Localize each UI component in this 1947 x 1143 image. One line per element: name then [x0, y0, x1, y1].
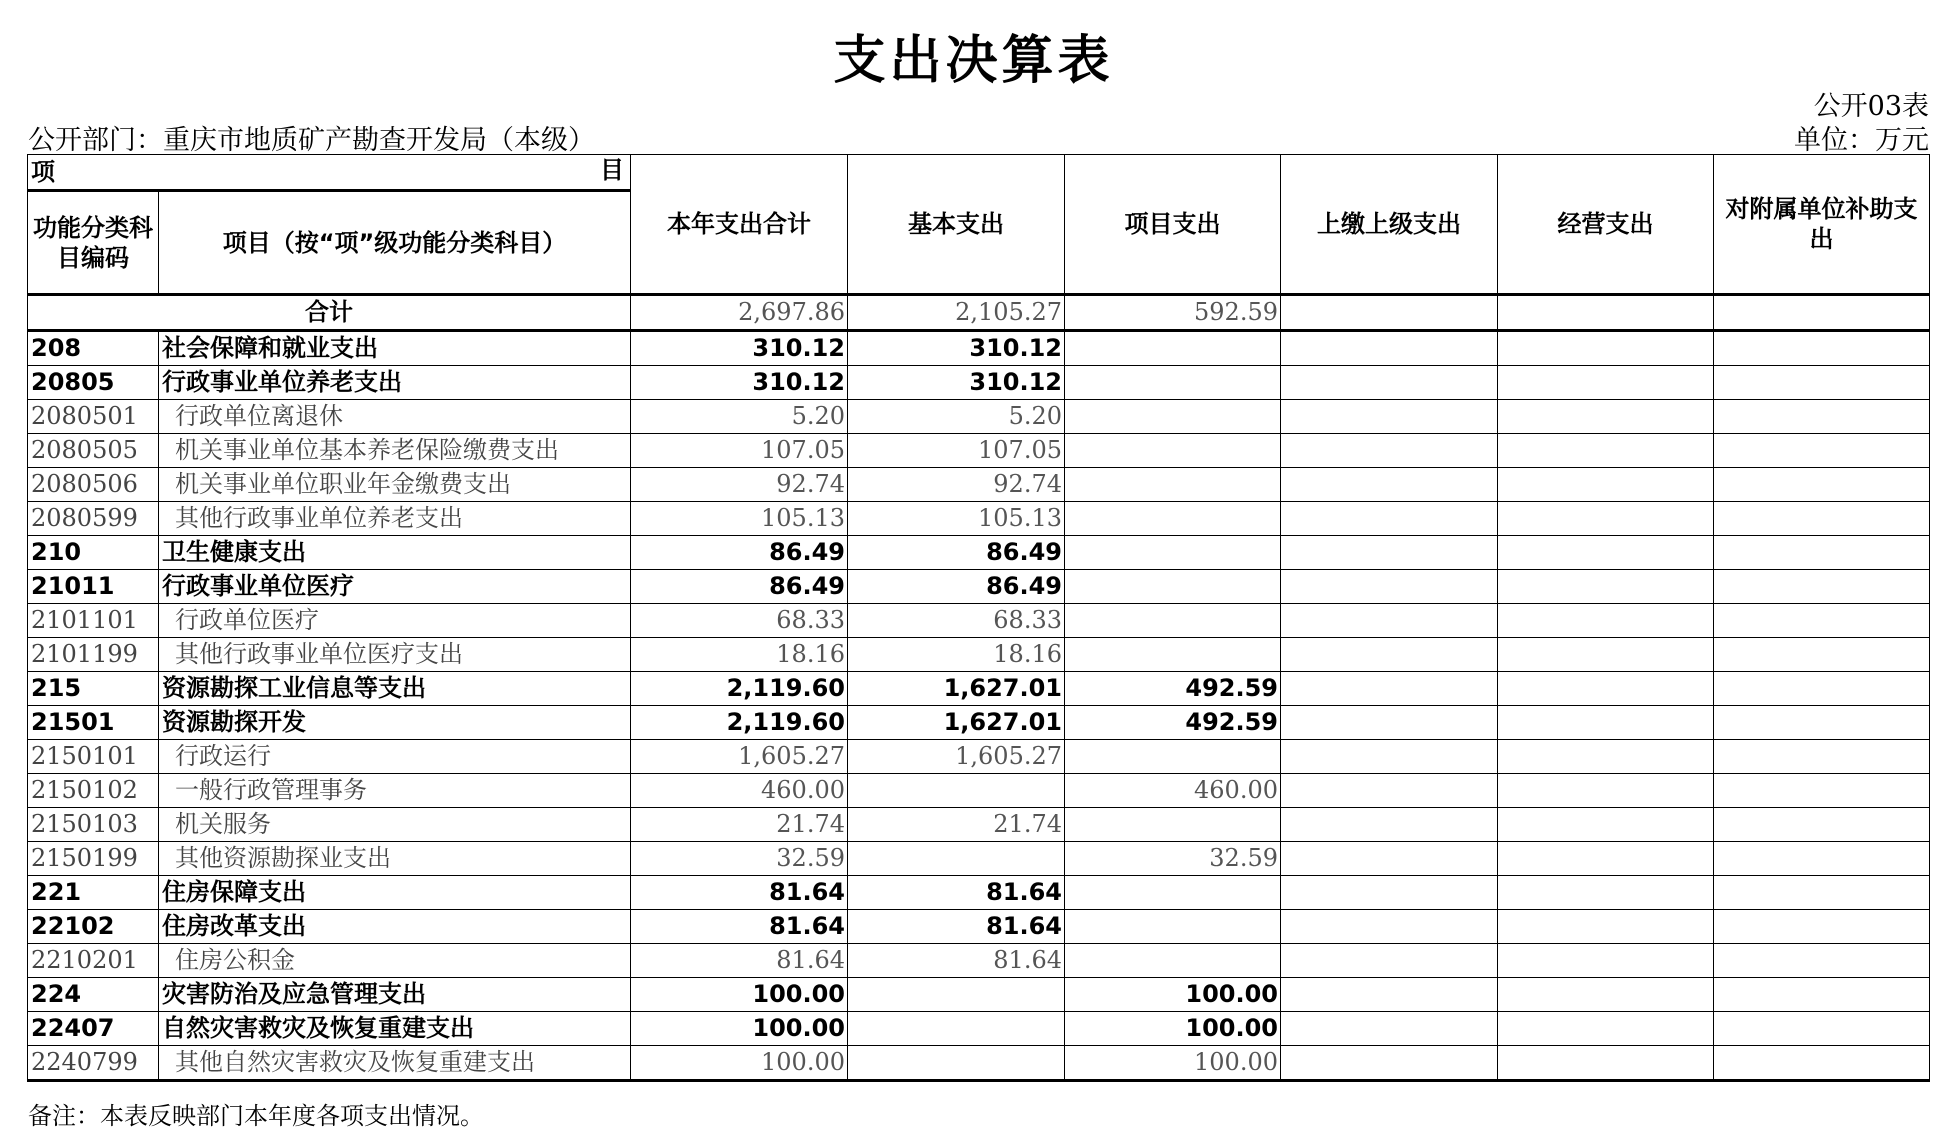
table-row	[28, 774, 1930, 808]
header-col-subsidy: 对附属单位补助支出	[1714, 155, 1930, 295]
row-value: 100.00	[1065, 1046, 1281, 1081]
total-label: 合计	[28, 295, 631, 331]
header-item-right: 目	[600, 156, 624, 184]
row-value: 68.33	[631, 604, 848, 638]
row-value	[1498, 536, 1714, 570]
row-code: 2150199	[28, 842, 159, 876]
row-value	[1281, 808, 1498, 842]
row-value	[1714, 604, 1930, 638]
header-code: 功能分类科目编码	[28, 191, 159, 295]
row-code: 2150102	[28, 774, 159, 808]
table-row	[28, 468, 1930, 502]
row-value: 92.74	[848, 468, 1065, 502]
row-code: 2150101	[28, 740, 159, 774]
total-value	[1281, 295, 1498, 331]
row-name: 其他行政事业单位医疗支出	[159, 638, 631, 672]
row-value: 81.64	[848, 910, 1065, 944]
row-value: 2,119.60	[631, 672, 848, 706]
table-row	[28, 740, 1930, 774]
row-value: 492.59	[1065, 706, 1281, 740]
row-value	[1281, 638, 1498, 672]
row-name: 行政事业单位医疗	[159, 570, 631, 604]
row-value	[848, 842, 1065, 876]
row-value: 92.74	[631, 468, 848, 502]
row-name: 住房改革支出	[159, 910, 631, 944]
row-code: 215	[28, 672, 159, 706]
row-value	[1714, 978, 1930, 1012]
row-value	[1714, 502, 1930, 536]
total-value: 592.59	[1065, 295, 1281, 331]
row-code: 22407	[28, 1012, 159, 1046]
row-value	[1281, 774, 1498, 808]
row-value	[848, 1012, 1065, 1046]
row-value	[1281, 1046, 1498, 1081]
row-value: 100.00	[1065, 978, 1281, 1012]
table-number: 公开03表	[1813, 91, 1929, 122]
row-value	[1498, 570, 1714, 604]
total-value	[1498, 295, 1714, 331]
header-col-project: 项目支出	[1065, 155, 1281, 295]
row-value: 81.64	[631, 910, 848, 944]
table-row	[28, 842, 1930, 876]
row-value: 1,627.01	[848, 672, 1065, 706]
header-col-upper: 上缴上级支出	[1281, 155, 1498, 295]
row-value	[1498, 808, 1714, 842]
row-value	[1714, 536, 1930, 570]
row-value	[1281, 536, 1498, 570]
row-value	[1498, 331, 1714, 366]
row-name: 其他自然灾害救灾及恢复重建支出	[159, 1046, 631, 1081]
header-col-total: 本年支出合计	[631, 155, 848, 295]
row-value: 310.12	[631, 331, 848, 366]
row-value: 460.00	[631, 774, 848, 808]
row-value	[1498, 434, 1714, 468]
row-value	[1498, 638, 1714, 672]
row-value	[1498, 468, 1714, 502]
row-value: 18.16	[848, 638, 1065, 672]
row-code: 21501	[28, 706, 159, 740]
row-value	[1498, 366, 1714, 400]
row-value	[1065, 502, 1281, 536]
row-value	[1281, 331, 1498, 366]
row-value	[1714, 876, 1930, 910]
row-value	[1498, 876, 1714, 910]
row-value	[1714, 944, 1930, 978]
row-name: 其他资源勘探业支出	[159, 842, 631, 876]
row-value	[1065, 876, 1281, 910]
row-name: 机关事业单位基本养老保险缴费支出	[159, 434, 631, 468]
row-code: 22102	[28, 910, 159, 944]
row-name: 社会保障和就业支出	[159, 331, 631, 366]
expenditure-table	[27, 154, 1930, 1082]
row-value	[1714, 638, 1930, 672]
row-value: 18.16	[631, 638, 848, 672]
table-row	[28, 434, 1930, 468]
table-row	[28, 331, 1930, 366]
row-value: 1,605.27	[631, 740, 848, 774]
table-row	[28, 502, 1930, 536]
table-row	[28, 1046, 1930, 1081]
row-value: 68.33	[848, 604, 1065, 638]
row-value	[1498, 1012, 1714, 1046]
row-value: 81.64	[631, 944, 848, 978]
row-value	[1498, 740, 1714, 774]
row-value	[1714, 842, 1930, 876]
row-code: 210	[28, 536, 159, 570]
row-name: 行政运行	[159, 740, 631, 774]
row-value	[1281, 1012, 1498, 1046]
row-value: 32.59	[631, 842, 848, 876]
total-value	[1714, 295, 1930, 331]
row-value	[1714, 434, 1930, 468]
row-name: 住房保障支出	[159, 876, 631, 910]
row-value	[1065, 536, 1281, 570]
table-row	[28, 536, 1930, 570]
row-value: 86.49	[631, 570, 848, 604]
row-value: 21.74	[631, 808, 848, 842]
row-code: 208	[28, 331, 159, 366]
row-value	[1065, 740, 1281, 774]
row-code: 20805	[28, 366, 159, 400]
table-row	[28, 944, 1930, 978]
row-name: 资源勘探工业信息等支出	[159, 672, 631, 706]
row-value	[848, 774, 1065, 808]
row-code: 2080599	[28, 502, 159, 536]
row-name: 其他行政事业单位养老支出	[159, 502, 631, 536]
department-label: 公开部门：重庆市地质矿产勘查开发局（本级）	[28, 125, 595, 156]
row-value	[1281, 502, 1498, 536]
row-value: 81.64	[631, 876, 848, 910]
header-col-basic: 基本支出	[848, 155, 1065, 295]
row-value	[1498, 910, 1714, 944]
row-name: 灾害防治及应急管理支出	[159, 978, 631, 1012]
table-row	[28, 706, 1930, 740]
row-value	[1065, 944, 1281, 978]
row-value	[1714, 740, 1930, 774]
row-name: 一般行政管理事务	[159, 774, 631, 808]
total-value: 2,105.27	[848, 295, 1065, 331]
row-value	[1714, 774, 1930, 808]
row-value	[1281, 910, 1498, 944]
row-value	[1065, 910, 1281, 944]
row-value	[848, 978, 1065, 1012]
table-row	[28, 400, 1930, 434]
row-value	[1714, 331, 1930, 366]
row-value	[1281, 366, 1498, 400]
row-value: 1,605.27	[848, 740, 1065, 774]
row-value	[1065, 570, 1281, 604]
row-name: 资源勘探开发	[159, 706, 631, 740]
table-row	[28, 1012, 1930, 1046]
row-value: 460.00	[1065, 774, 1281, 808]
row-value: 310.12	[848, 366, 1065, 400]
row-name: 行政单位医疗	[159, 604, 631, 638]
row-value	[1065, 366, 1281, 400]
row-value	[1065, 434, 1281, 468]
total-value: 2,697.86	[631, 295, 848, 331]
row-value: 100.00	[1065, 1012, 1281, 1046]
table-row	[28, 570, 1930, 604]
row-code: 2150103	[28, 808, 159, 842]
row-value	[1498, 706, 1714, 740]
row-value	[1498, 978, 1714, 1012]
row-value: 310.12	[631, 366, 848, 400]
row-value: 2,119.60	[631, 706, 848, 740]
header-item-left: 项	[31, 158, 55, 186]
row-value	[1498, 1046, 1714, 1081]
row-value	[1714, 1012, 1930, 1046]
row-code: 224	[28, 978, 159, 1012]
row-value: 81.64	[848, 876, 1065, 910]
row-code: 2210201	[28, 944, 159, 978]
row-value: 100.00	[631, 1012, 848, 1046]
row-code: 2080506	[28, 468, 159, 502]
row-name: 机关服务	[159, 808, 631, 842]
row-code: 2101101	[28, 604, 159, 638]
row-value: 21.74	[848, 808, 1065, 842]
row-value	[1281, 740, 1498, 774]
row-code: 2101199	[28, 638, 159, 672]
row-value	[1281, 842, 1498, 876]
row-value	[1281, 706, 1498, 740]
footnote: 备注：本表反映部门本年度各项支出情况。	[28, 1102, 484, 1130]
row-value	[1498, 944, 1714, 978]
table-row	[28, 638, 1930, 672]
row-value	[1714, 808, 1930, 842]
row-name: 卫生健康支出	[159, 536, 631, 570]
row-value	[1065, 638, 1281, 672]
page-title: 支出决算表	[833, 31, 1114, 91]
row-value	[1498, 672, 1714, 706]
row-value: 86.49	[848, 570, 1065, 604]
row-value	[1065, 468, 1281, 502]
row-value: 107.05	[631, 434, 848, 468]
row-value	[1065, 604, 1281, 638]
row-value: 5.20	[631, 400, 848, 434]
row-value	[1714, 706, 1930, 740]
table-row	[28, 366, 1930, 400]
row-value	[1498, 842, 1714, 876]
row-value: 1,627.01	[848, 706, 1065, 740]
row-value: 32.59	[1065, 842, 1281, 876]
row-code: 221	[28, 876, 159, 910]
row-value: 5.20	[848, 400, 1065, 434]
row-value	[1498, 400, 1714, 434]
row-name: 机关事业单位职业年金缴费支出	[159, 468, 631, 502]
row-code: 2080505	[28, 434, 159, 468]
row-value	[1714, 366, 1930, 400]
row-value: 492.59	[1065, 672, 1281, 706]
row-code: 2240799	[28, 1046, 159, 1081]
row-code: 2080501	[28, 400, 159, 434]
row-value	[1065, 808, 1281, 842]
row-value	[1281, 604, 1498, 638]
row-name: 行政事业单位养老支出	[159, 366, 631, 400]
row-value: 86.49	[631, 536, 848, 570]
row-value: 81.64	[848, 944, 1065, 978]
row-value	[1714, 672, 1930, 706]
row-value: 100.00	[631, 978, 848, 1012]
row-value	[1281, 434, 1498, 468]
total-row	[28, 295, 1930, 331]
row-value	[1281, 876, 1498, 910]
row-value: 107.05	[848, 434, 1065, 468]
row-value: 310.12	[848, 331, 1065, 366]
row-name: 自然灾害救灾及恢复重建支出	[159, 1012, 631, 1046]
row-code: 21011	[28, 570, 159, 604]
row-value	[1714, 570, 1930, 604]
row-value	[1281, 944, 1498, 978]
table-row	[28, 978, 1930, 1012]
row-value	[1065, 331, 1281, 366]
row-value	[1714, 468, 1930, 502]
table-row	[28, 808, 1930, 842]
row-value	[1498, 774, 1714, 808]
header-item	[28, 155, 631, 191]
table-row	[28, 604, 1930, 638]
table-row	[28, 910, 1930, 944]
table-row	[28, 876, 1930, 910]
row-value	[1498, 604, 1714, 638]
row-name: 住房公积金	[159, 944, 631, 978]
header-col-business: 经营支出	[1498, 155, 1714, 295]
row-value	[1281, 468, 1498, 502]
row-value	[1281, 672, 1498, 706]
row-value	[1498, 502, 1714, 536]
row-value: 86.49	[848, 536, 1065, 570]
row-value: 105.13	[848, 502, 1065, 536]
row-value	[1281, 570, 1498, 604]
row-value	[1714, 400, 1930, 434]
table-row	[28, 672, 1930, 706]
row-value	[848, 1046, 1065, 1081]
header-name: 项目（按“项”级功能分类科目）	[159, 191, 631, 295]
row-value	[1065, 400, 1281, 434]
row-value: 100.00	[631, 1046, 848, 1081]
row-value	[1714, 1046, 1930, 1081]
row-value	[1281, 978, 1498, 1012]
row-value	[1281, 400, 1498, 434]
row-name: 行政单位离退休	[159, 400, 631, 434]
row-value	[1714, 910, 1930, 944]
unit-label: 单位：万元	[1794, 125, 1929, 156]
row-value: 105.13	[631, 502, 848, 536]
